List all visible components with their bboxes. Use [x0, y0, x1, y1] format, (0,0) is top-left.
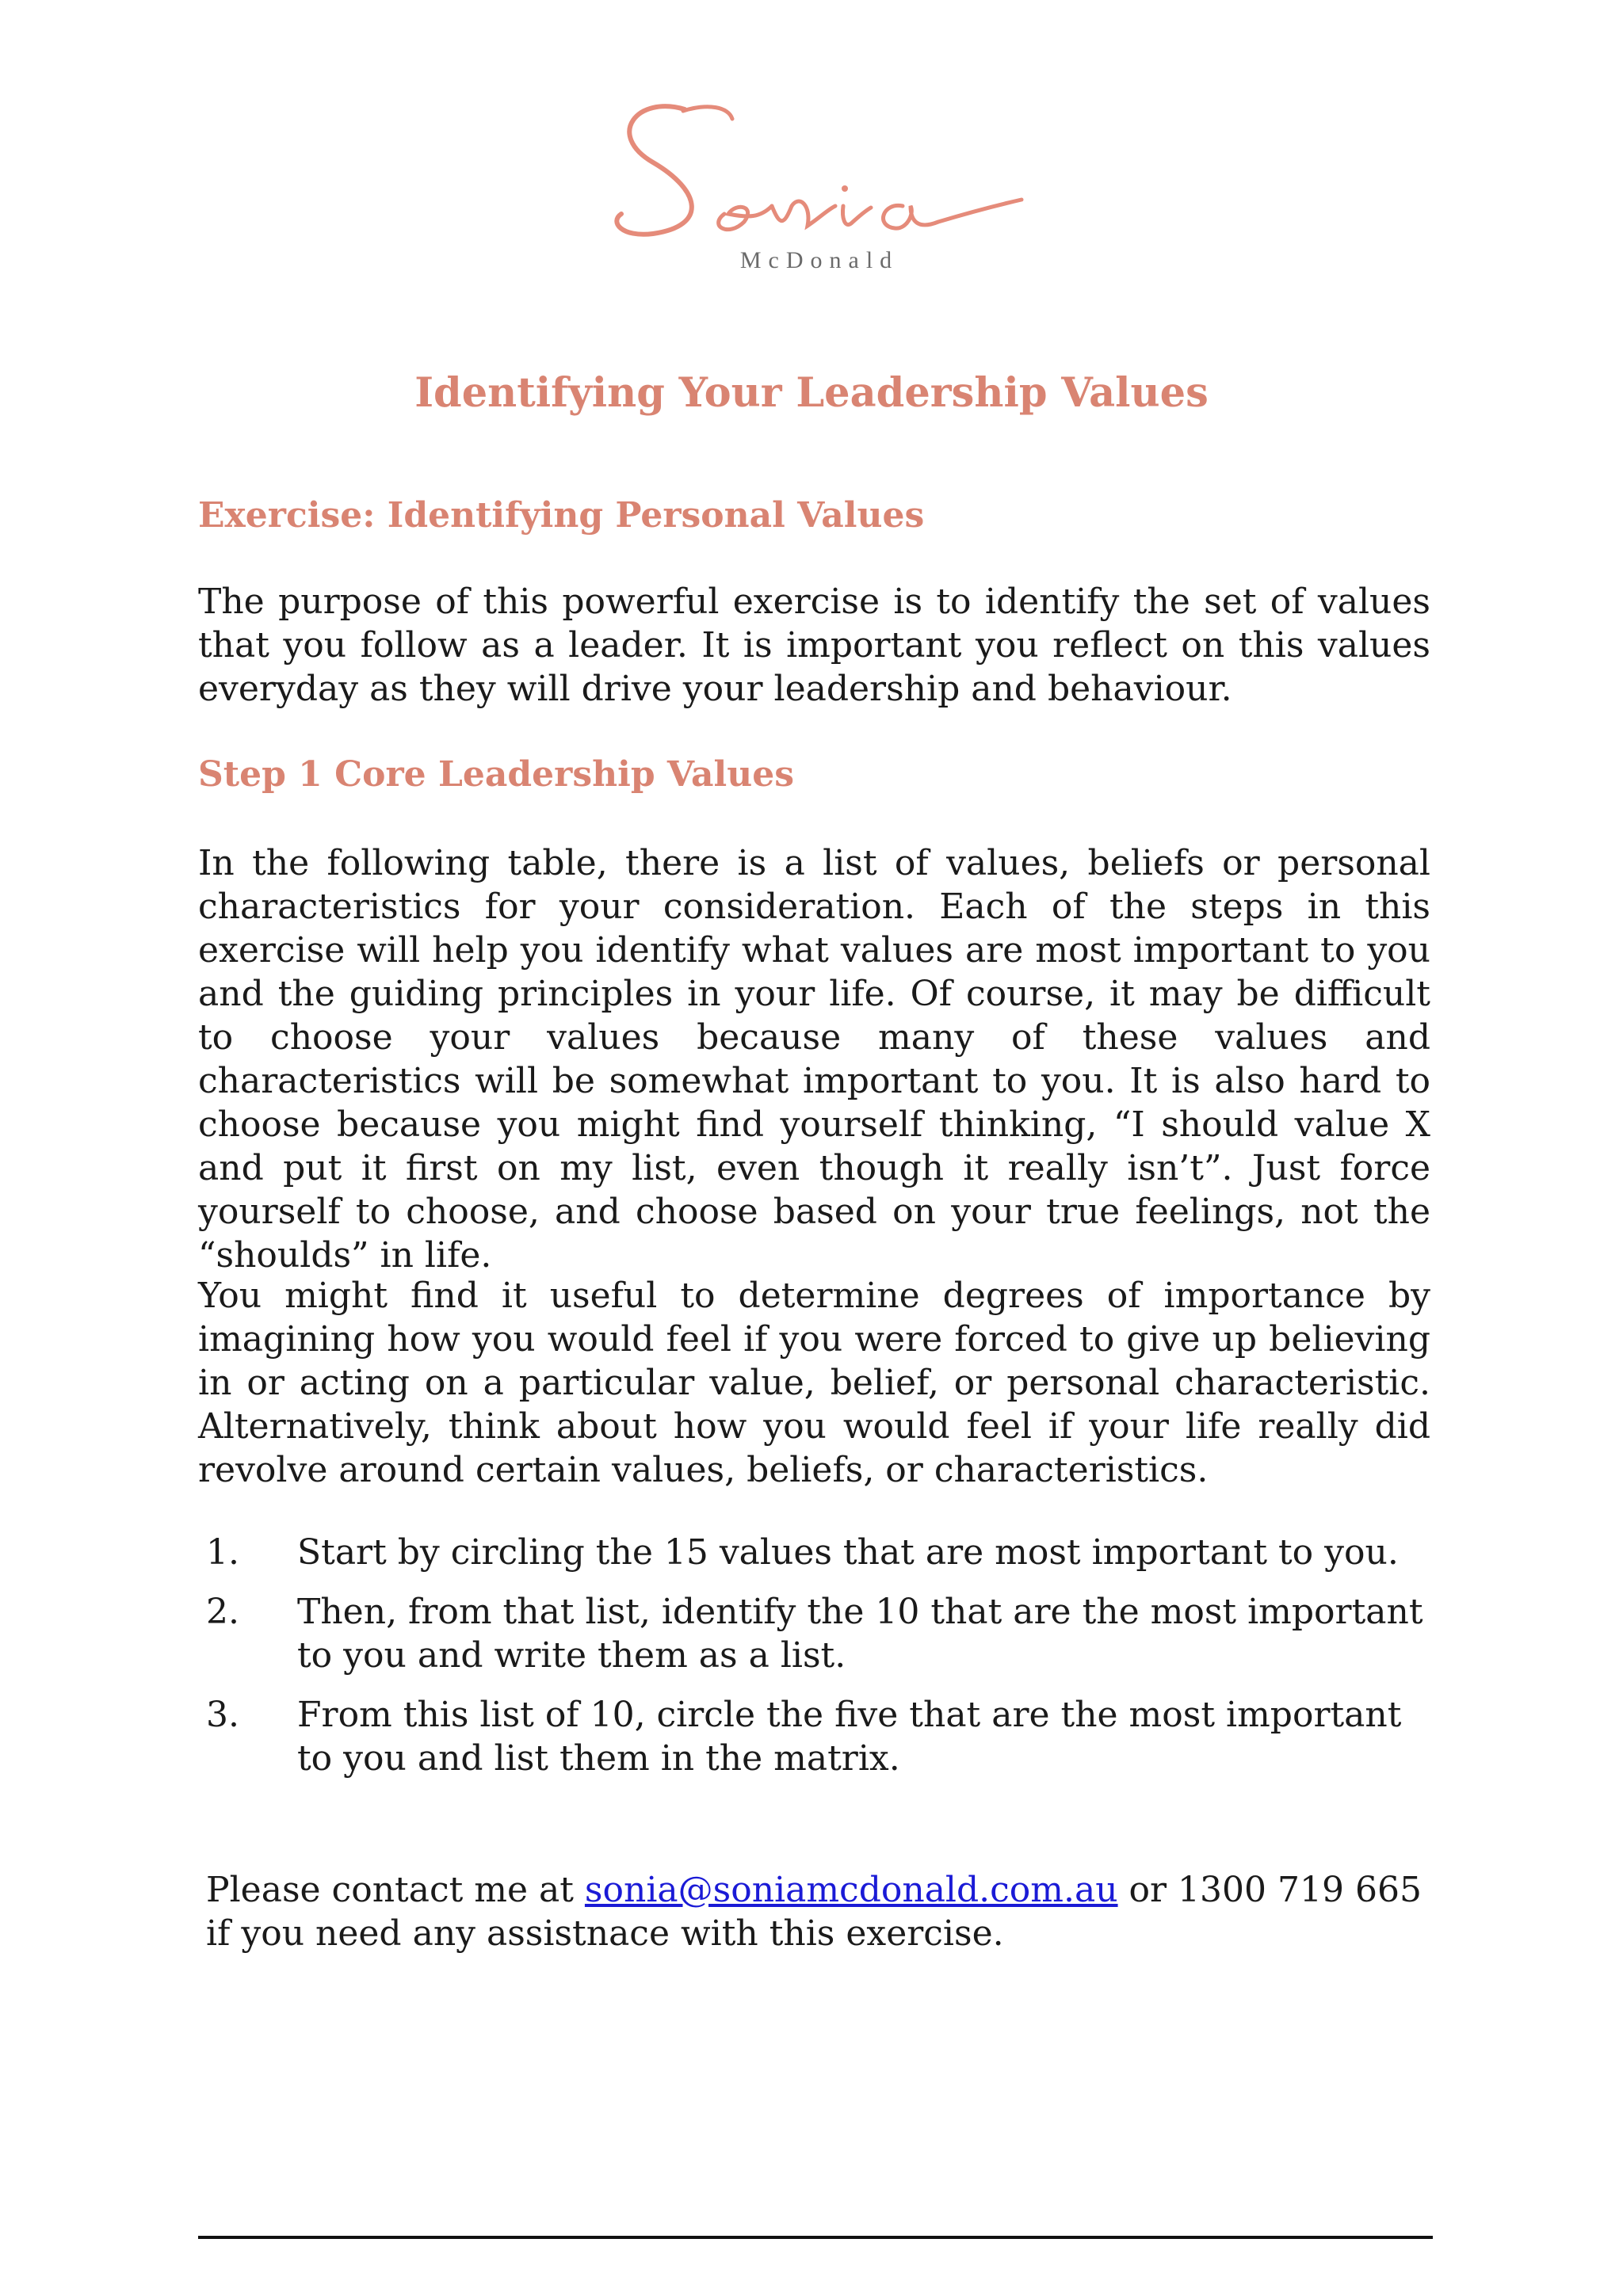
contact-prefix: Please contact me at — [206, 1870, 585, 1910]
step-number: 3. — [206, 1695, 239, 1735]
logo — [0, 87, 1623, 293]
sonia-mcdonald-logo — [590, 87, 1033, 277]
paragraph-considerations: In the following table, there is a list of values, beliefs or personal characteristics for your consideration. Each of the steps in this exercise will help you identify what values are most important to you and the guiding principles in your life. Of course, it may be difficult to choose your values because many of these values and characteristics will be somewhat important to you. It is also hard to choose because you might find yourself thinking, “I should value X and put it first on my list, even though it really isn’t”. Just force yourself to choose, and choose based on your true feelings, not the “shoulds” in life. — [198, 843, 1430, 1276]
paragraph-importance: You might find it useful to determine degrees of importance by imagining how you would feel if you were forced to give up believing in or acting on a particular value, belief, or personal characteristic. Alternatively, think about how you would feel if your life really did revolve around certain values, beliefs, or characteristics. — [198, 1276, 1430, 1490]
list-item — [198, 1590, 1430, 1677]
step-number: 2. — [206, 1592, 239, 1632]
page-title: Identifying Your Leadership Values — [414, 369, 1209, 417]
steps-list — [198, 1531, 1430, 1796]
footer-divider — [198, 2236, 1433, 2239]
step-text: Start by circling the 15 values that are most important to you. — [297, 1532, 1399, 1573]
step-text: From this list of 10, circle the five that are the most important to you and list them in the matrix. — [297, 1695, 1402, 1779]
step-number: 1. — [206, 1532, 239, 1573]
step1-heading: Step 1 Core Leadership Values — [198, 754, 794, 795]
email-link[interactable]: sonia@soniamcdonald.com.au — [584, 1870, 1118, 1910]
logo-surname: McDonald — [739, 247, 899, 273]
step-text: Then, from that list, identify the 10 that are the most important to you and write them as a list. — [297, 1592, 1423, 1676]
contact-suffix: or 1300 719 665 if you need any assistnace with this exercise. — [206, 1870, 1422, 1954]
list-item — [198, 1693, 1430, 1780]
exercise-heading: Exercise: Identifying Personal Values — [198, 495, 925, 536]
contact-paragraph — [206, 1868, 1430, 1955]
list-item — [198, 1531, 1430, 1574]
intro-paragraph: The purpose of this powerful exercise is to identify the set of values that you follow as a leader. It is important you reflect on this values everyday as they will drive your leadership and behaviour. — [198, 582, 1430, 709]
